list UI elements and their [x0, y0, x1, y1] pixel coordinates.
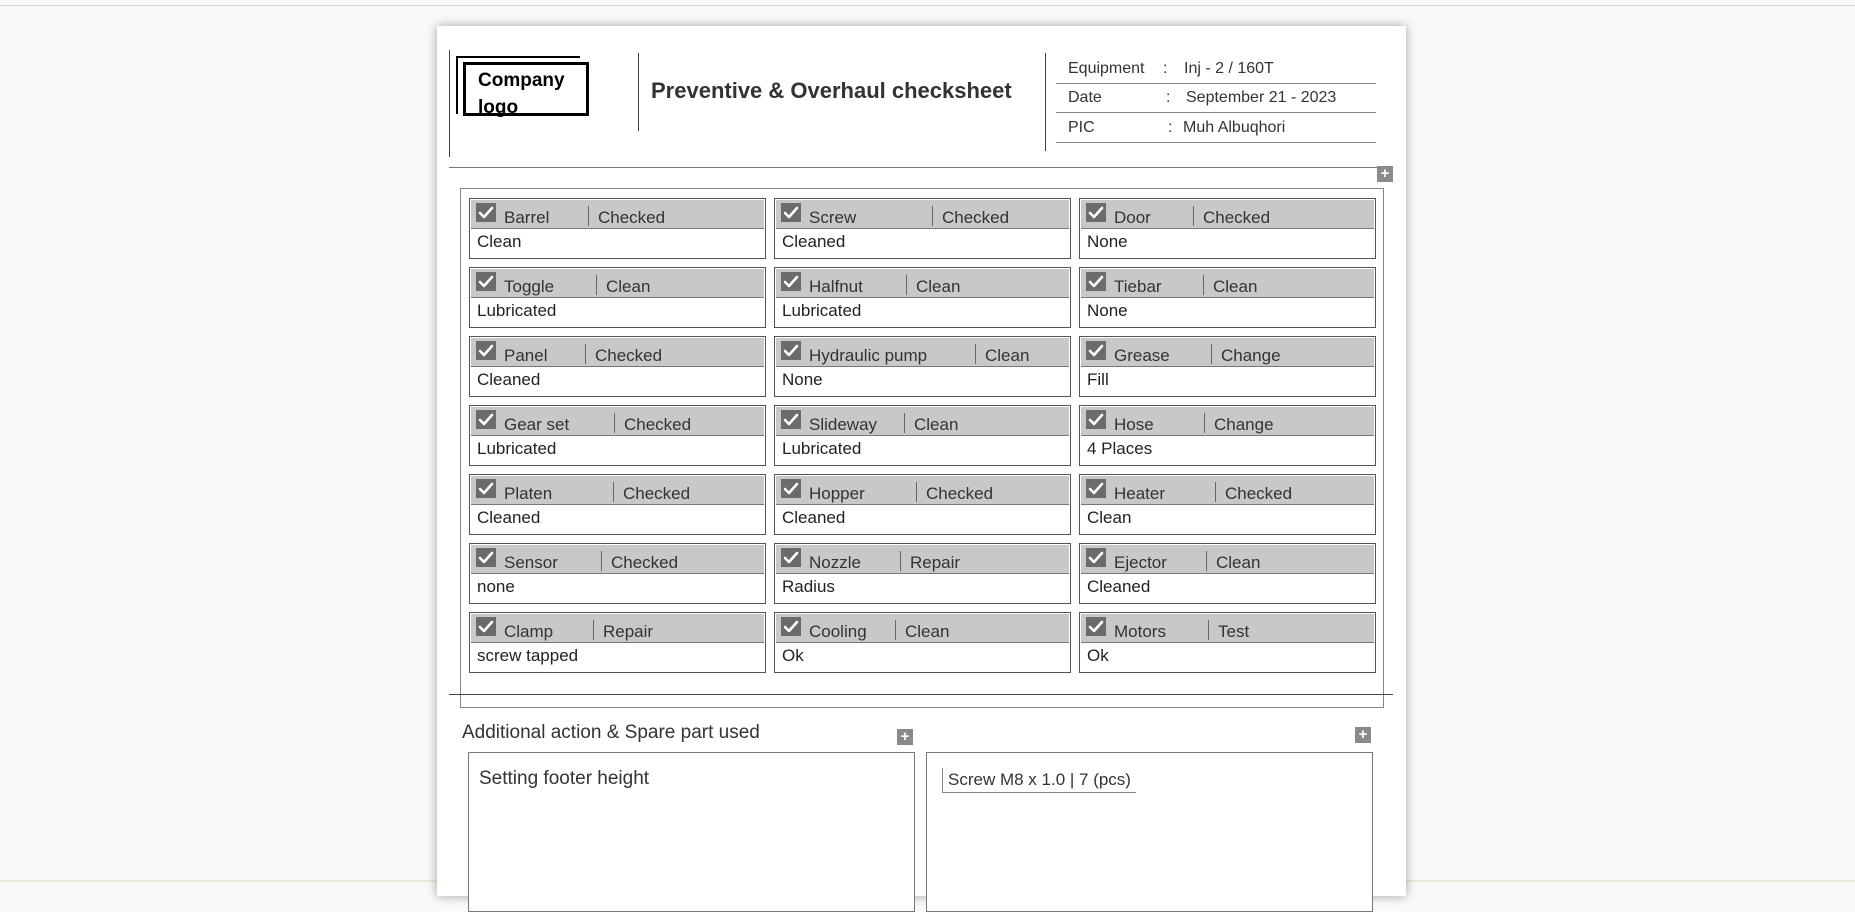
check-item[interactable]: [1079, 543, 1376, 604]
check-item-status[interactable]: Clean: [606, 277, 651, 296]
check-icon[interactable]: [476, 272, 496, 291]
check-item-header: [776, 338, 1069, 367]
check-item-header: [1081, 269, 1374, 298]
check-item[interactable]: [469, 336, 766, 397]
check-item-header: [471, 338, 764, 367]
check-item-header: [1081, 338, 1374, 367]
check-item-value[interactable]: None: [1087, 232, 1128, 251]
check-item-header: [776, 407, 1069, 436]
check-item[interactable]: [774, 267, 1071, 328]
check-item-separator: [932, 206, 933, 226]
check-item[interactable]: [1079, 612, 1376, 673]
check-item-status[interactable]: Clean: [916, 277, 961, 296]
check-item-separator: [1215, 482, 1216, 502]
check-item[interactable]: [774, 405, 1071, 466]
check-item-separator: [1208, 620, 1209, 640]
equipment-colon: :: [1163, 60, 1168, 77]
check-item-value[interactable]: Cleaned: [782, 232, 846, 251]
equipment-label: Equipment: [1068, 60, 1145, 77]
check-item-value[interactable]: Lubricated: [477, 301, 557, 320]
check-icon[interactable]: [781, 341, 801, 360]
check-item-header: [776, 545, 1069, 574]
check-item[interactable]: [469, 267, 766, 328]
date-value[interactable]: September 21 - 2023: [1186, 89, 1337, 106]
check-item-header: [1081, 407, 1374, 436]
header-divider-title: [638, 53, 639, 131]
meta-date: [1056, 83, 1376, 113]
check-item-separator: [588, 206, 589, 226]
check-item-status[interactable]: Checked: [623, 484, 691, 503]
check-item[interactable]: [469, 474, 766, 535]
check-item-status[interactable]: Checked: [611, 553, 679, 572]
check-item-separator: [1203, 275, 1204, 295]
check-item-name: Screw: [809, 208, 857, 227]
check-item-header: [776, 476, 1069, 505]
check-item-header: [1081, 200, 1374, 229]
check-item-header: [776, 614, 1069, 643]
check-item[interactable]: [469, 198, 766, 259]
check-item-name: Tiebar: [1114, 277, 1162, 296]
check-item-status[interactable]: Checked: [624, 415, 692, 434]
check-item-name: Barrel: [504, 208, 550, 227]
check-item-status[interactable]: Clean: [914, 415, 959, 434]
check-item-value[interactable]: screw tapped: [477, 646, 579, 665]
check-item-status[interactable]: Repair: [910, 553, 961, 572]
check-item-value[interactable]: None: [782, 370, 823, 389]
additional-notes-text[interactable]: Setting footer height: [479, 768, 650, 789]
check-icon[interactable]: [1086, 548, 1106, 567]
check-icon[interactable]: [1086, 203, 1106, 222]
check-item-status[interactable]: Checked: [595, 346, 663, 365]
check-icon[interactable]: [476, 617, 496, 636]
add-spare-part-plus-icon[interactable]: +: [1355, 727, 1371, 743]
check-item-header: [776, 269, 1069, 298]
check-item-value[interactable]: none: [477, 577, 515, 596]
check-icon[interactable]: [781, 272, 801, 291]
check-item-value[interactable]: Lubricated: [782, 439, 862, 458]
check-item[interactable]: [774, 474, 1071, 535]
check-item-separator: [593, 620, 594, 640]
check-item-separator: [906, 275, 907, 295]
check-item-header: [471, 200, 764, 229]
check-item-name: Hose: [1114, 415, 1154, 434]
check-item-separator: [614, 413, 615, 433]
check-item-name: Panel: [504, 346, 548, 365]
meta-pic: [1056, 113, 1376, 143]
check-item-separator: [916, 482, 917, 502]
check-item-status[interactable]: Clean: [905, 622, 950, 641]
header-divider-meta: [1045, 53, 1046, 151]
check-icon[interactable]: [476, 410, 496, 429]
additional-section-label: Additional action & Spare part used: [462, 722, 760, 743]
check-icon[interactable]: [1086, 410, 1106, 429]
check-item[interactable]: [1079, 336, 1376, 397]
equipment-value[interactable]: Inj - 2 / 160T: [1184, 60, 1274, 77]
check-item[interactable]: [469, 612, 766, 673]
check-item-separator: [895, 620, 896, 640]
check-item-value[interactable]: Clean: [477, 232, 522, 251]
check-item[interactable]: [1079, 405, 1376, 466]
check-item-header: [471, 407, 764, 436]
check-icon[interactable]: [781, 617, 801, 636]
grid-bottom-rule: [449, 694, 1393, 695]
check-item-header: [1081, 614, 1374, 643]
check-item-value[interactable]: 4 Places: [1087, 439, 1153, 458]
spare-parts-box[interactable]: [926, 752, 1373, 912]
check-item-status[interactable]: Checked: [942, 208, 1010, 227]
date-colon: :: [1166, 89, 1171, 106]
additional-notes-box[interactable]: [468, 752, 915, 912]
pic-value[interactable]: Muh Albuqhori: [1183, 119, 1286, 136]
check-item-status[interactable]: Change: [1214, 415, 1274, 434]
check-item-separator: [601, 551, 602, 571]
check-item[interactable]: [774, 612, 1071, 673]
check-item-status[interactable]: Clean: [1213, 277, 1258, 296]
check-item-name: Sensor: [504, 553, 558, 572]
check-item-separator: [1206, 551, 1207, 571]
header-rule: [449, 167, 1393, 168]
spare-part-chip[interactable]: Screw M8 x 1.0 | 7 (pcs): [942, 768, 1136, 793]
check-item-header: [1081, 476, 1374, 505]
check-item[interactable]: [1079, 474, 1376, 535]
check-item-name: Platen: [504, 484, 553, 503]
check-item-header: [471, 269, 764, 298]
check-icon[interactable]: [476, 479, 496, 498]
check-item-status[interactable]: Change: [1221, 346, 1281, 365]
check-item-header: [471, 614, 764, 643]
check-item-separator: [613, 482, 614, 502]
check-item-name: Slideway: [809, 415, 878, 434]
check-icon[interactable]: [476, 548, 496, 567]
check-item-status[interactable]: Checked: [926, 484, 994, 503]
check-item-value[interactable]: Lubricated: [782, 301, 862, 320]
check-item-name: Motors: [1114, 622, 1166, 641]
page-title: Preventive & Overhaul checksheet: [651, 78, 1012, 103]
plus-icon[interactable]: +: [1377, 166, 1393, 182]
check-item-name: Nozzle: [809, 553, 861, 572]
check-item-value[interactable]: Fill: [1087, 370, 1109, 389]
check-item-status[interactable]: Repair: [603, 622, 654, 641]
check-icon[interactable]: [781, 203, 801, 222]
check-item[interactable]: [469, 405, 766, 466]
check-icon[interactable]: [476, 203, 496, 222]
check-item-name: Hydraulic pump: [809, 346, 928, 365]
check-item-value[interactable]: Ok: [782, 646, 804, 665]
check-item-status[interactable]: Checked: [1203, 208, 1271, 227]
header-divider-left: [449, 50, 450, 157]
pic-colon: :: [1168, 119, 1173, 136]
check-icon[interactable]: [1086, 479, 1106, 498]
check-item-status[interactable]: Checked: [1225, 484, 1293, 503]
check-item-separator: [1204, 413, 1205, 433]
check-item-name: Grease: [1114, 346, 1170, 365]
check-item-status[interactable]: Clean: [1216, 553, 1261, 572]
check-item-header: [471, 476, 764, 505]
check-icon[interactable]: [781, 410, 801, 429]
check-item-separator: [975, 344, 976, 364]
check-item[interactable]: [774, 198, 1071, 259]
pic-label: PIC: [1068, 119, 1095, 136]
check-item-name: Clamp: [504, 622, 554, 641]
logo-text-line2: logo: [478, 97, 519, 118]
check-item[interactable]: [1079, 198, 1376, 259]
date-label: Date: [1068, 89, 1102, 106]
check-item[interactable]: [1079, 267, 1376, 328]
check-icon[interactable]: [781, 479, 801, 498]
check-item[interactable]: [774, 543, 1071, 604]
check-item-name: Cooling: [809, 622, 867, 641]
add-notes-plus-icon[interactable]: +: [897, 729, 913, 745]
check-item-separator: [585, 344, 586, 364]
check-icon[interactable]: [1086, 617, 1106, 636]
meta-equipment: [1056, 54, 1376, 84]
check-icon[interactable]: [1086, 272, 1106, 291]
check-item-value[interactable]: None: [1087, 301, 1128, 320]
check-item-value[interactable]: Cleaned: [782, 508, 846, 527]
check-item-separator: [904, 413, 905, 433]
check-item-name: Toggle: [504, 277, 555, 296]
check-item[interactable]: [469, 543, 766, 604]
check-item-separator: [1193, 206, 1194, 226]
check-item-value[interactable]: Cleaned: [477, 508, 541, 527]
check-item-name: Hopper: [809, 484, 865, 503]
check-item-separator: [900, 551, 901, 571]
top-divider: [0, 5, 1855, 6]
checksheet-page: [437, 26, 1406, 896]
check-item-value[interactable]: Cleaned: [1087, 577, 1151, 596]
check-item-status[interactable]: Test: [1218, 622, 1250, 641]
check-item-header: [776, 200, 1069, 229]
check-icon[interactable]: [476, 341, 496, 360]
check-item-value[interactable]: Lubricated: [477, 439, 557, 458]
company-logo: [463, 62, 589, 116]
check-item-name: Heater: [1114, 484, 1166, 503]
check-item-value[interactable]: Clean: [1087, 508, 1132, 527]
check-icon[interactable]: [781, 548, 801, 567]
check-item-header: [1081, 545, 1374, 574]
check-item[interactable]: [774, 336, 1071, 397]
check-item-status[interactable]: Checked: [598, 208, 666, 227]
check-item-value[interactable]: Radius: [782, 577, 835, 596]
check-item-name: Gear set: [504, 415, 570, 434]
check-item-value[interactable]: Ok: [1087, 646, 1109, 665]
logo-text-line1: Company: [478, 70, 565, 91]
check-item-separator: [596, 275, 597, 295]
check-item-header: [471, 545, 764, 574]
check-item-name: Ejector: [1114, 553, 1167, 572]
check-item-separator: [1211, 344, 1212, 364]
check-item-value[interactable]: Cleaned: [477, 370, 541, 389]
check-item-name: Door: [1114, 208, 1151, 227]
check-item-status[interactable]: Clean: [985, 346, 1030, 365]
check-icon[interactable]: [1086, 341, 1106, 360]
check-item-name: Halfnut: [809, 277, 863, 296]
